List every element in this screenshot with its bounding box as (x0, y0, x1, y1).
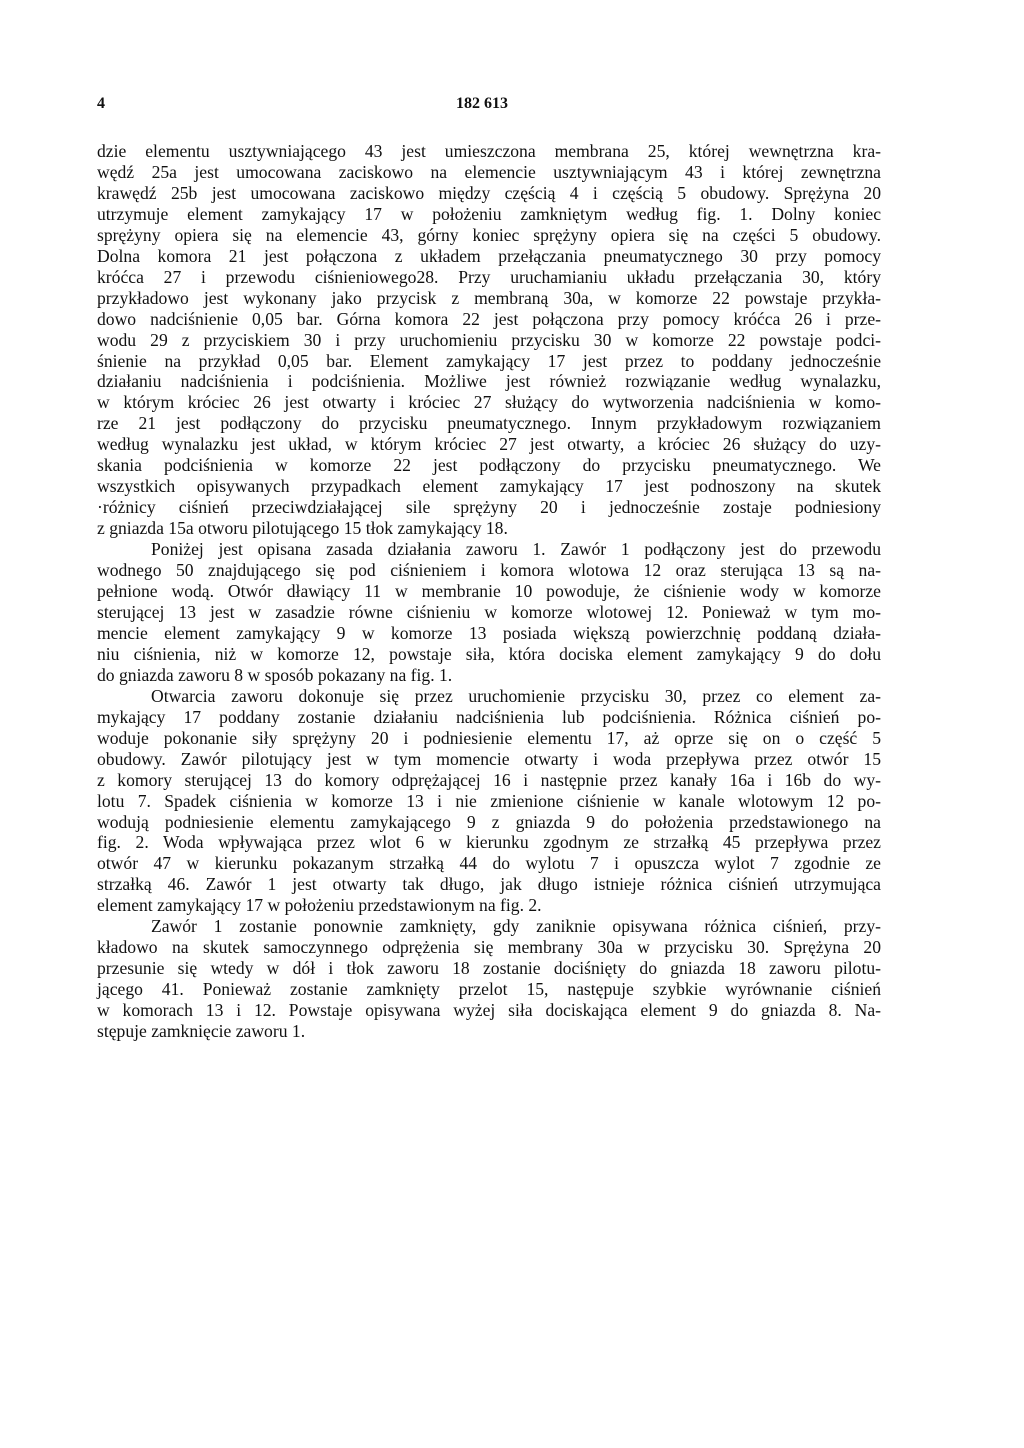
paragraph (97, 539, 881, 686)
text-line: stępuje zamknięcie zaworu 1. (97, 1021, 306, 1042)
text-line: króćca 27 i przewodu ciśnieniowego28. Przy uruchamianiu układu przełączania 30, który (97, 266, 881, 287)
text-line: fig. 2. Woda wpływająca przez wlot 6 w kierunku zgodnym ze strzałką 45 przepływa przez (97, 832, 881, 853)
paragraph (97, 686, 881, 916)
text-line: przykładowo jest wykonany jako przycisk z membraną 30a, w komorze 22 powstaje przykła- (97, 287, 881, 308)
text-line: z komory sterującej 13 do komory odprężającej 16 i następnie przez kanały 16a i 16b do wy- (97, 769, 881, 790)
text-line: rze 21 jest podłączony do przycisku pneumatycznego. Innym przykładowym rozwiązaniem (97, 413, 881, 434)
text-line: wodnego 50 znajdującego się pod ciśnieniem i komora wlotowa 12 oraz sterująca 13 są na- (97, 560, 881, 581)
text-line: do gniazda zaworu 8 w sposób pokazany na fig. 1. (97, 664, 453, 685)
text-line: obudowy. Zawór pilotujący jest w tym momencie otwarty i woda przepływa przez otwór 15 (97, 748, 881, 769)
text-line: sterującej 13 jest w zasadzie równe ciśnieniu w komorze wlotowej 12. Ponieważ w tym mo- (97, 601, 881, 622)
text-line: sprężyny opiera się na elemencie 43, górny koniec sprężyny opiera się na części 5 obudowy. (97, 224, 881, 245)
text-line: dzie elementu usztywniającego 43 jest umieszczona membrana 25, której wewnętrzna kra- (97, 141, 881, 161)
text-line: według wynalazku jest układ, w którym króciec 27 jest otwarty, a króciec 26 służący do uzy- (97, 434, 881, 455)
paragraph (97, 916, 881, 1042)
text-line: Poniżej jest opisana zasada działania zaworu 1. Zawór 1 podłączony jest do przewodu (151, 539, 881, 560)
text-line: Zawór 1 zostanie ponownie zamknięty, gdy zaniknie opisywana różnica ciśnień, przy- (151, 916, 881, 937)
text-line: wodu 29 z przyciskiem 30 i przy uruchomieniu przycisku 30 w komorze 22 powstaje podci- (97, 329, 881, 350)
text-line: krawędź 25b jest umocowana zaciskowo między częścią 4 i częścią 5 obudowy. Sprężyna 20 (97, 182, 881, 203)
text-line: w komorach 13 i 12. Powstaje opisywana wyżej siła dociskająca element 9 do gniazda 8. Na- (97, 1000, 881, 1021)
text-line: lotu 7. Spadek ciśnienia w komorze 13 i nie zmienione ciśnienie w kanale wlotowym 12 po- (97, 790, 881, 811)
page-number: 4 (97, 95, 105, 112)
text-line: mencie element zamykający 9 w komorze 13 posiada większą powierzchnię poddaną działa- (97, 622, 881, 643)
text-line: śnienie na przykład 0,05 bar. Element zamykający 17 jest przez to poddany jednocześnie (97, 350, 881, 371)
text-line: przesunie się wtedy w dół i tłok zaworu 18 zostanie dociśnięty do gniazda 18 zaworu pilotu- (97, 958, 881, 979)
text-line: skania podciśnienia w komorze 22 jest podłączony do przycisku pneumatycznego. We (97, 455, 881, 476)
text-line: działaniu nadciśnienia i podciśnienia. Możliwe jest również rozwiązanie według wynalazku, (97, 371, 881, 392)
text-line: dowo nadciśnienie 0,05 bar. Górna komora 22 jest połączona przy pomocy króćca 26 i prze- (97, 308, 881, 329)
text-line: mykający 17 poddany zostanie działaniu nadciśnienia lub podciśnienia. Różnica ciśnień po- (97, 706, 881, 727)
body-text (97, 141, 881, 1042)
text-line: niu ciśnienia, niż w komorze 12, powstaje siła, która dociska element zamykający 9 do dołu (97, 643, 881, 664)
text-line: Otwarcia zaworu dokonuje się przez uruchomienie przycisku 30, przez co element za- (151, 685, 881, 706)
text-line: ·różnicy ciśnień przeciwdziałającej sile sprężyny 20 i jednocześnie zostaje podniesiony (97, 497, 881, 518)
text-line: w którym króciec 26 jest otwarty i króciec 27 służący do wytworzenia nadciśnienia w komo- (97, 392, 881, 413)
text-line: jącego 41. Ponieważ zostanie zamknięty przelot 15, następuje szybkie wyrównanie ciśnień (97, 979, 881, 1000)
text-line: element zamykający 17 w położeniu przedstawionym na fig. 2. (97, 895, 542, 916)
text-line: kładowo na skutek samoczynnego odprężenia się membrany 30a w przycisku 30. Sprężyna 20 (97, 937, 881, 958)
text-line: wodują podniesienie elementu zamykającego 9 z gniazda 9 do położenia przedstawionego na (97, 811, 881, 832)
text-line: strzałką 46. Zawór 1 jest otwarty tak długo, jak długo istnieje różnica ciśnień utrzymująca (97, 874, 881, 895)
text-line: Dolna komora 21 jest połączona z układem przełączania pneumatycznego 30 przy pomocy (97, 245, 881, 266)
text-line: woduje pokonanie siły sprężyny 20 i podniesienie elementu 17, aż oprze się on o część 5 (97, 727, 881, 748)
text-line: utrzymuje element zamykający 17 w położeniu zamkniętym według fig. 1. Dolny koniec (97, 203, 881, 224)
text-line: wędź 25a jest umocowana zaciskowo na elemencie usztywniającym 43 i której zewnętrzna (97, 161, 881, 182)
text-line: otwór 47 w kierunku pokazanym strzałką 44 do wylotu 7 i opuszcza wylot 7 zgodnie ze (97, 853, 881, 874)
text-line: pełnione wodą. Otwór dławiący 11 w membranie 10 powoduje, że ciśnienie wody w komorze (97, 581, 881, 602)
text-line: wszystkich opisywanych przypadkach element zamykający 17 jest podnoszony na skutek (97, 476, 881, 497)
paragraph (97, 141, 881, 539)
patent-number: 182 613 (456, 95, 508, 112)
page-header (97, 95, 877, 117)
text-line: z gniazda 15a otworu pilotującego 15 tłok zamykający 18. (97, 518, 508, 539)
